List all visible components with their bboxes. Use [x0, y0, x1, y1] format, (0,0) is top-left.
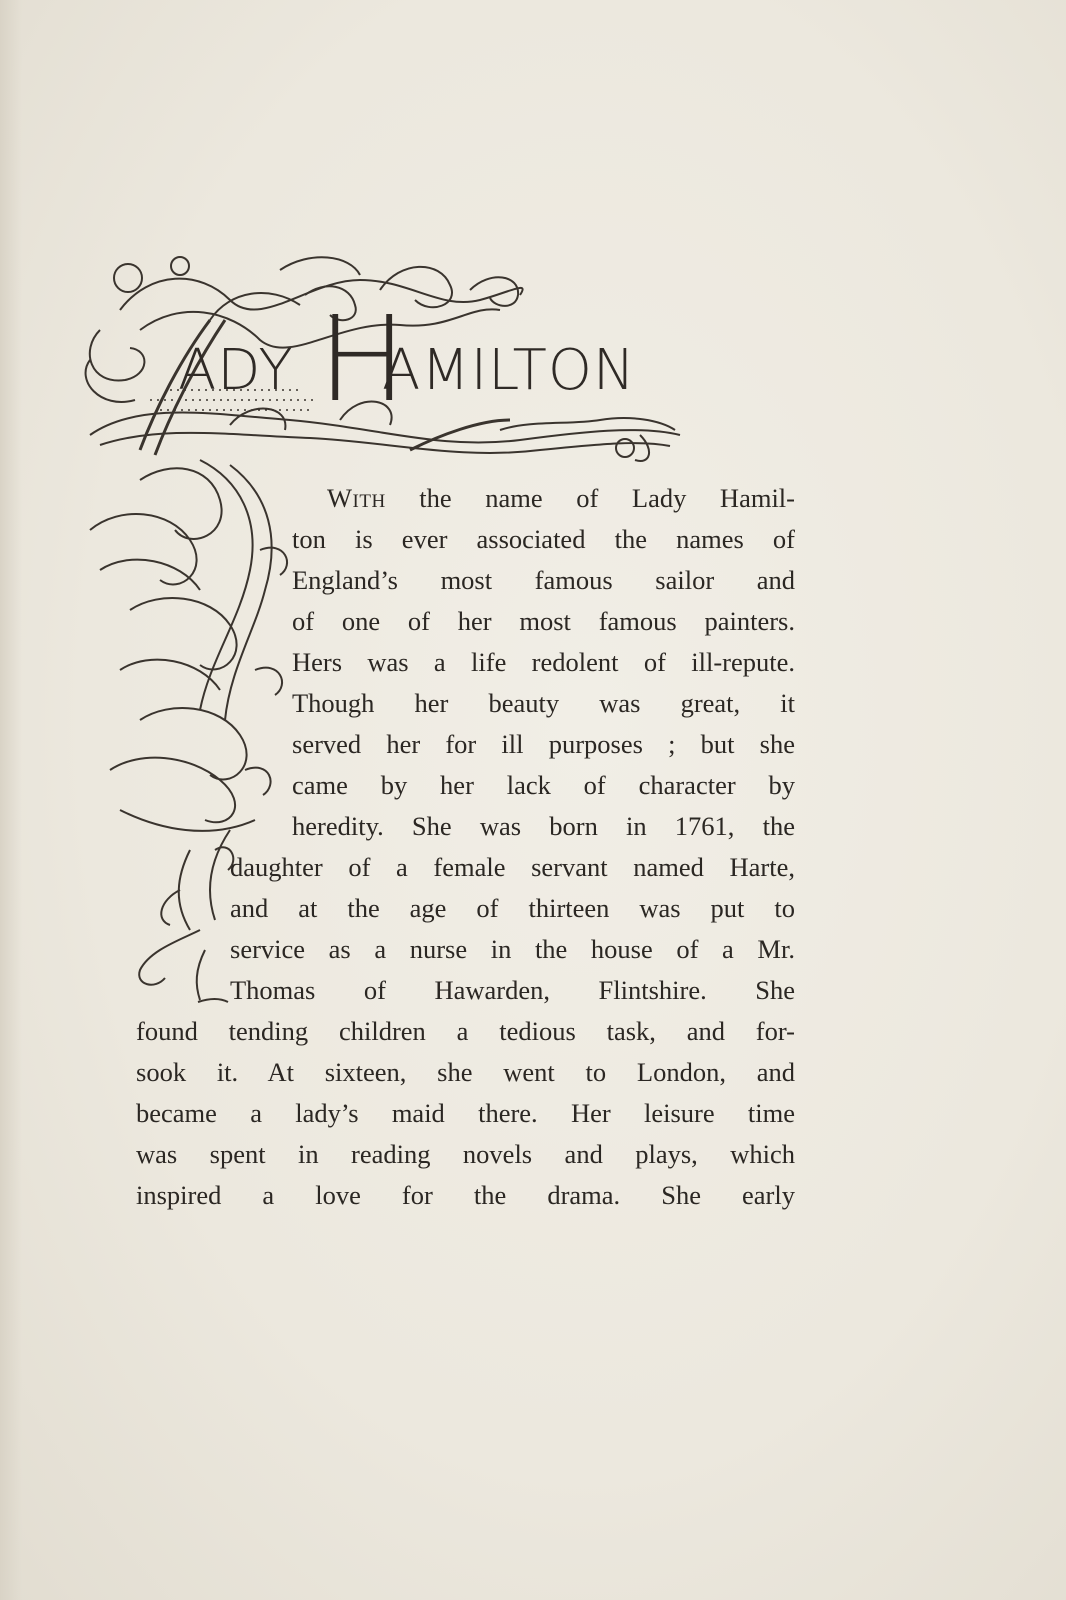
text-line: England’s most famous sailor and — [292, 565, 795, 595]
text-line: inspired a love for the drama. She early — [136, 1180, 795, 1210]
text-line: and at the age of thirteen was put to — [230, 893, 795, 923]
text-line: Hers was a life redolent of ill-repute. — [292, 647, 795, 677]
text-line: service as a nurse in the house of a Mr. — [230, 934, 795, 964]
text-line: heredity. She was born in 1761, the — [292, 811, 795, 841]
text-line: Though her beauty was great, it — [292, 688, 795, 718]
text-line: Thomas of Hawarden, Flintshire. She — [230, 975, 795, 1005]
text-line: became a lady’s maid there. Her leisure time — [136, 1098, 795, 1128]
title-initial-h: H — [318, 290, 407, 428]
text-line: sook it. At sixteen, she went to London, and — [136, 1057, 795, 1087]
text-line: of one of her most famous painters. — [292, 606, 795, 636]
text-line: With the name of Lady Hamil- — [327, 483, 795, 513]
first-word: With — [327, 483, 386, 513]
text-line: found tending children a tedious task, and for- — [136, 1016, 795, 1046]
title-word-lady: ADY — [178, 338, 294, 403]
text-line: ton is ever associated the names of — [292, 524, 795, 554]
text-line: was spent in reading novels and plays, which — [136, 1139, 795, 1169]
text-line: came by her lack of character by — [292, 770, 795, 800]
text-line: served her for ill purposes ; but she — [292, 729, 795, 759]
text-line: daughter of a female servant named Harte, — [230, 852, 795, 882]
page-gutter-shadow — [0, 0, 22, 1600]
title-word-hamilton: AMILTON — [382, 338, 636, 403]
